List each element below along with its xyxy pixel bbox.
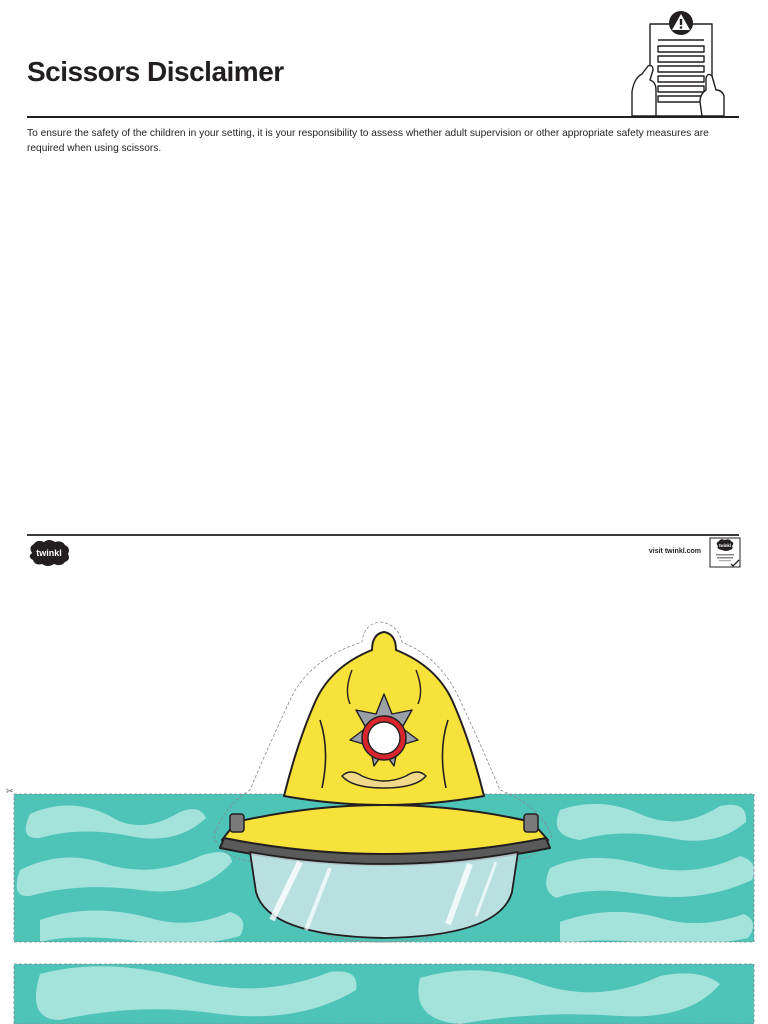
quality-badge-text: twinkl [719, 543, 731, 548]
scissors-icon: ✂ [6, 787, 14, 797]
footer-divider [27, 534, 739, 536]
twinkl-logo [27, 539, 71, 567]
twinkl-logo-text: twinkl [36, 548, 62, 558]
warning-document-icon [626, 10, 730, 120]
firefighter-helmet [220, 632, 550, 938]
quality-badge-icon [709, 537, 741, 568]
disclaimer-text: To ensure the safety of the children in your setting, it is your responsibility to assess whether adult supervision or other appropriate safety measures are required when using scissors. [27, 128, 709, 154]
visit-website-link[interactable]: visit twinkl.com [648, 548, 701, 555]
page-title: Scissors Disclaimer [27, 56, 284, 87]
firefighter-helmet-headband-cutout [0, 600, 768, 1024]
headband-strip-bottom [14, 964, 754, 1024]
